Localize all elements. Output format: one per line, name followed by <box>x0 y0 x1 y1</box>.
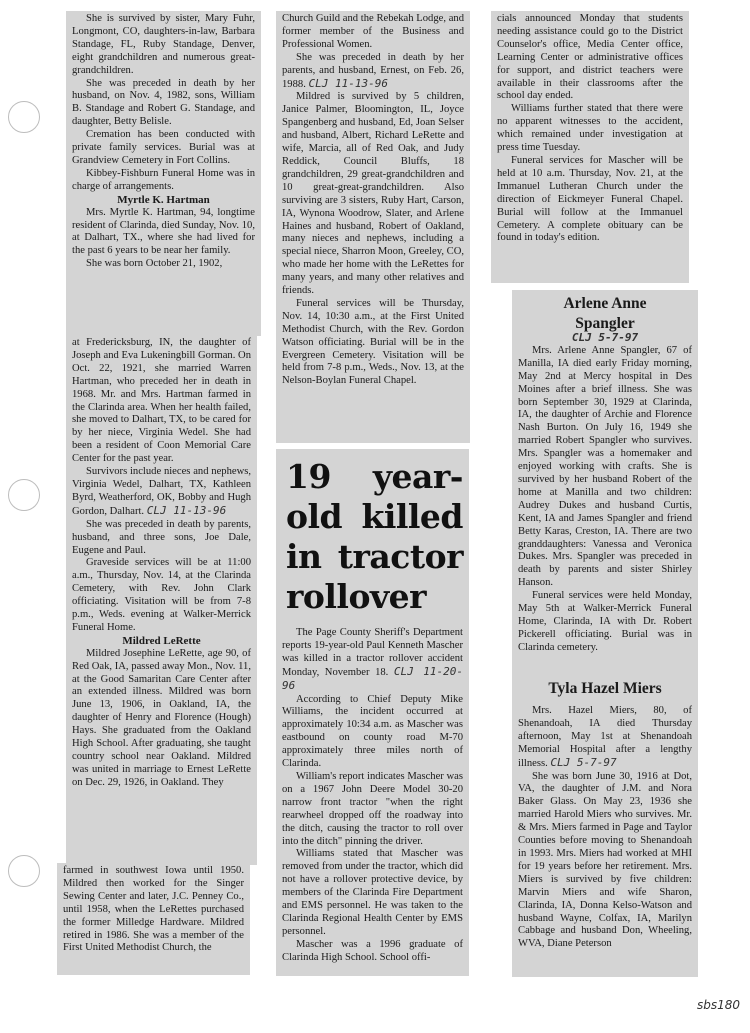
paragraph: Kibbey-Fishburn Funeral Home was in charge of arrangements. <box>72 167 255 192</box>
punch-hole <box>8 855 40 887</box>
paragraph: Cremation has been conducted with private family services. Burial was at Grandview Cemetery in Fort Collins. <box>72 129 255 166</box>
paragraph: She was born October 21, 1902, <box>86 258 223 270</box>
punch-hole <box>8 101 40 133</box>
paragraph: Williams further stated that there were no apparent witnesses to the accident, which remained under investigation at press time Tuesday. <box>497 103 683 154</box>
paragraph-text: Survivors include nieces and nephews, Virginia Wedel, Dalhart, TX, Kathleen Byrd, Weatherford, OK, Bobby and Hugh Gordon, Dalhart. <box>72 466 251 517</box>
obituary-heading: Myrtle K. Hartman <box>117 193 210 206</box>
paragraph-text: Mrs. Hazel Miers, 80, of Shenandoah, IA died Thursday afternoon, May 1st at Shenandoah Memorial Hospital after a lengthy illness. <box>518 705 692 769</box>
clipping-miers-obituary <box>512 672 698 977</box>
obituary-heading: Mildred LeRette <box>122 634 201 647</box>
paragraph: She was preceded in death by parents, husband, and three sons, Joe Dale, Eugene and Paul. <box>72 518 251 556</box>
paragraph: She was preceded in death by her husband, on Nov. 4, 1982, sons, William B. Standage and Robert G. Standage, and daughter, Betty Belisle. <box>72 77 255 128</box>
paragraph: Mildred Josephine LeRette, age 90, of Red Oak, IA, passed away Mon., Nov. 11, at the Good Samaritan Care Center after an extended illness. Mildred was born June 13, 1906, in Oakland, IA, the daughter of Henry and Florence (Hough) Hays. She graduated from the Oakland High School. After graduating, she taught country school near Oakland. Mildred was united in marriage to Ernest LeRette on Dec. 29, 1926, in Oakland. They <box>72 647 251 788</box>
paragraph: Funeral services will be Thursday, Nov. 14, 10:30 a.m., at the First United Methodist Church, with the Rev. Gordon Watson officiating. Burial will be in the Evergreen Cemetery. Visitation will be held from 7-8 p.m., Weds., Nov. 13, at the Nelson-Boylan Funeral Chapel. <box>282 297 464 387</box>
clipping-tractor-article-cont <box>491 11 689 283</box>
paragraph: Funeral services were held Monday, May 5th at Walker-Merrick Funeral Home, Clarinda, IA with Dr. Robert Pickerell officiating. Burial was in Clarinda cemetery. <box>518 590 692 653</box>
clipping-lerette-obituary-cont <box>276 11 470 443</box>
obituary-heading: Spangler <box>575 315 635 332</box>
paragraph <box>72 466 251 519</box>
handwritten-date: CLJ 11-13-96 <box>146 503 227 517</box>
handwritten-date-line <box>518 332 692 345</box>
paragraph: Mrs. Myrtle K. Hartman, 94, longtime resident of Clarinda, died Sunday, Nov. 10, at Dalhart, TX., where she had lived for the past 6 years to be near her family. <box>72 206 255 257</box>
paragraph <box>282 52 464 92</box>
handwritten-date: CLJ 11-20-96 <box>282 664 463 692</box>
handwritten-date: CLJ 5-7-97 <box>550 755 617 769</box>
paragraph: She is survived by sister, Mary Fuhr, Longmont, CO, daughters-in-law, Barbara Standage, FL, Ruby Standage, Denver, eight grandchildren and numerous great-grandchildren. <box>72 13 255 76</box>
paragraph <box>282 627 463 694</box>
handwritten-date: CLJ 5-7-97 <box>571 331 639 344</box>
clipping-standage-obituary <box>66 11 261 336</box>
paragraph: Mascher was a 1996 graduate of Clarinda High School. School offi- <box>282 938 463 963</box>
paragraph: farmed in southwest Iowa until 1950. Mildred then worked for the Singer Sewing Center and later, J.C. Penney Co., until 1958, when the LeRettes purchased the former Milledge Hardware. Mildred retired in 1986. She was a member of the First United Methodist Church, the <box>63 865 244 954</box>
clipping-spangler-obituary <box>512 290 698 675</box>
obituary-heading: Arlene Anne <box>563 295 647 312</box>
clipping-tractor-rollover-article <box>276 449 469 976</box>
clipping-hartman-obituary <box>66 335 257 865</box>
paragraph: cials announced Monday that students needing assistance could go to the District Counselor's office, Media Center office, Learning Center or administrative offices for support, and district teachers were available in their classrooms after the school day ended. <box>497 13 683 102</box>
paragraph: Mrs. Arlene Anne Spangler, 67 of Manilla, IA died early Friday morning, May 2nd at Mercy hospital in Des Moines after a brief illness. She was born September 30, 1929 at Clarinda, IA, the daughter of Archie and Florence Nash Burton. On July 16, 1949 she married Robert Spangler who survives. Mrs. Spangler was a homemaker and enjoyed working with crafts. She is survived by her husband Robert of the home at Manilla and two children: Audrey Dukes and husband Curtis, Kent, IA and James Spangler and friend Betty Karas, Creston, IA. There are two granddaughters: Vanessa and Veronica Dukes. Mrs. Spangler was preceded in death by parents and sister Shirley Hanson. <box>518 344 692 589</box>
handwritten-page-number: sbs180 <box>696 998 740 1012</box>
obituary-heading: Tyla Hazel Miers <box>548 680 662 697</box>
paragraph: at Fredericksburg, IN, the daughter of Joseph and Eva Lukeningbill Gorman. On Oct. 22, 1921, she married Warren Hartman, who preceded her in death in 1968. Mr. and Mrs. Hartman farmed in the Clarinda area. When her health failed, she moved to Dalhart, TX, to be cared for by her niece, Virginia Wedel. She had been a resident of Coon Memorial Care Center for the past year. <box>72 337 251 465</box>
paragraph: Williams stated that Mascher was removed from under the tractor, which did not have a rollover protective device, by members of the Clarinda Fire Department and EMS personnel. He was taken to the Clarinda Regional Health Center by EMS personnel. <box>282 848 463 937</box>
paragraph-text: She was preceded in death by her parents, and husband, Ernest, on Feb. 26, 1988. <box>282 51 464 90</box>
paragraph: Graveside services will be at 11:00 a.m., Thursday, Nov. 14, at the Clarinda Cemetery, with Rev. John Clark officiating. Visitation will be from 7-8 p.m., Weds. evening at Walker-Merrick Funeral Home. <box>72 557 251 633</box>
handwritten-date: CLJ 11-13-96 <box>308 76 388 90</box>
paragraph <box>518 705 692 771</box>
paragraph: She was born June 30, 1916 at Dot, VA, the daughter of J.M. and Nora Baker Glass. On May 23, 1936 she married Harold Miers who survives. Mr. & Mrs. Miers farmed in Page and Taylor Counties before moving to Shenandoah in 1993. Mrs. Miers had worked at MHI for 19 years before her retirement. Mrs. Miers is survived by five children: Marvin Miers and wife Sharon, Clarinda, IA, Donna Kelso-Watson and husband Wayne, Colfax, IA, Marilyn Cabbage and husband Don, Wheeling, WVA, Diane Peterson <box>518 770 692 950</box>
paragraph: Funeral services for Mascher will be held at 10 a.m. Thursday, Nov. 21, at the Immanuel Lutheran Church under the direction of Eickmeyer Funeral Chapel. Burial will follow at the Immanuel Cemetery. A complete obituary can be found in today's edition. <box>497 154 683 244</box>
clipping-lerette-continued <box>57 863 250 975</box>
paragraph: According to Chief Deputy Mike Williams, the incident occurred at approximately 10:34 a.m. as Mascher was eastbound on county road M-70 approximately three miles north of Clarinda. <box>282 693 463 770</box>
paragraph-text: The Page County Sheriff's Department reports 19-year-old Paul Kenneth Mascher was killed in a tractor rollover accident Monday, November 18. <box>282 627 463 678</box>
paragraph: Mildred is survived by 5 children, Janice Palmer, Bloomington, IL, Joyce Spangenberg and husband, Ed, Joan Selser and husband, Albert, Richard LeRette and wife, Marcia, all of Red Oak, and Judy Reddick, Council Bluffs, 18 grandchildren, 29 great-grandchildren and 10 great-great-grandchildren. Also surviving are 3 sisters, Ruby Hart, Carson, IA, Wynona Woodrow, Slater, and Arlene Haines and husband, Robert of Oakland, many nieces and nephews, including a special niece, Sharron Moon, Greeley, CO, who made her home with the LeRettes for many years, and many other relatives and friends. <box>282 91 464 297</box>
paragraph: Church Guild and the Rebekah Lodge, and former member of the Business and Professional Women. <box>282 13 464 50</box>
article-headline: 19 year-old killed in tractor rollover <box>286 457 463 616</box>
paragraph: William's report indicates Mascher was on a 1967 John Deere Model 30-20 narrow front tractor "when the right rearwheel dropped off the roadway into the ditch, causing the tractor to roll over into the ditch" pinning the driver. <box>282 770 463 847</box>
punch-hole <box>8 479 40 511</box>
